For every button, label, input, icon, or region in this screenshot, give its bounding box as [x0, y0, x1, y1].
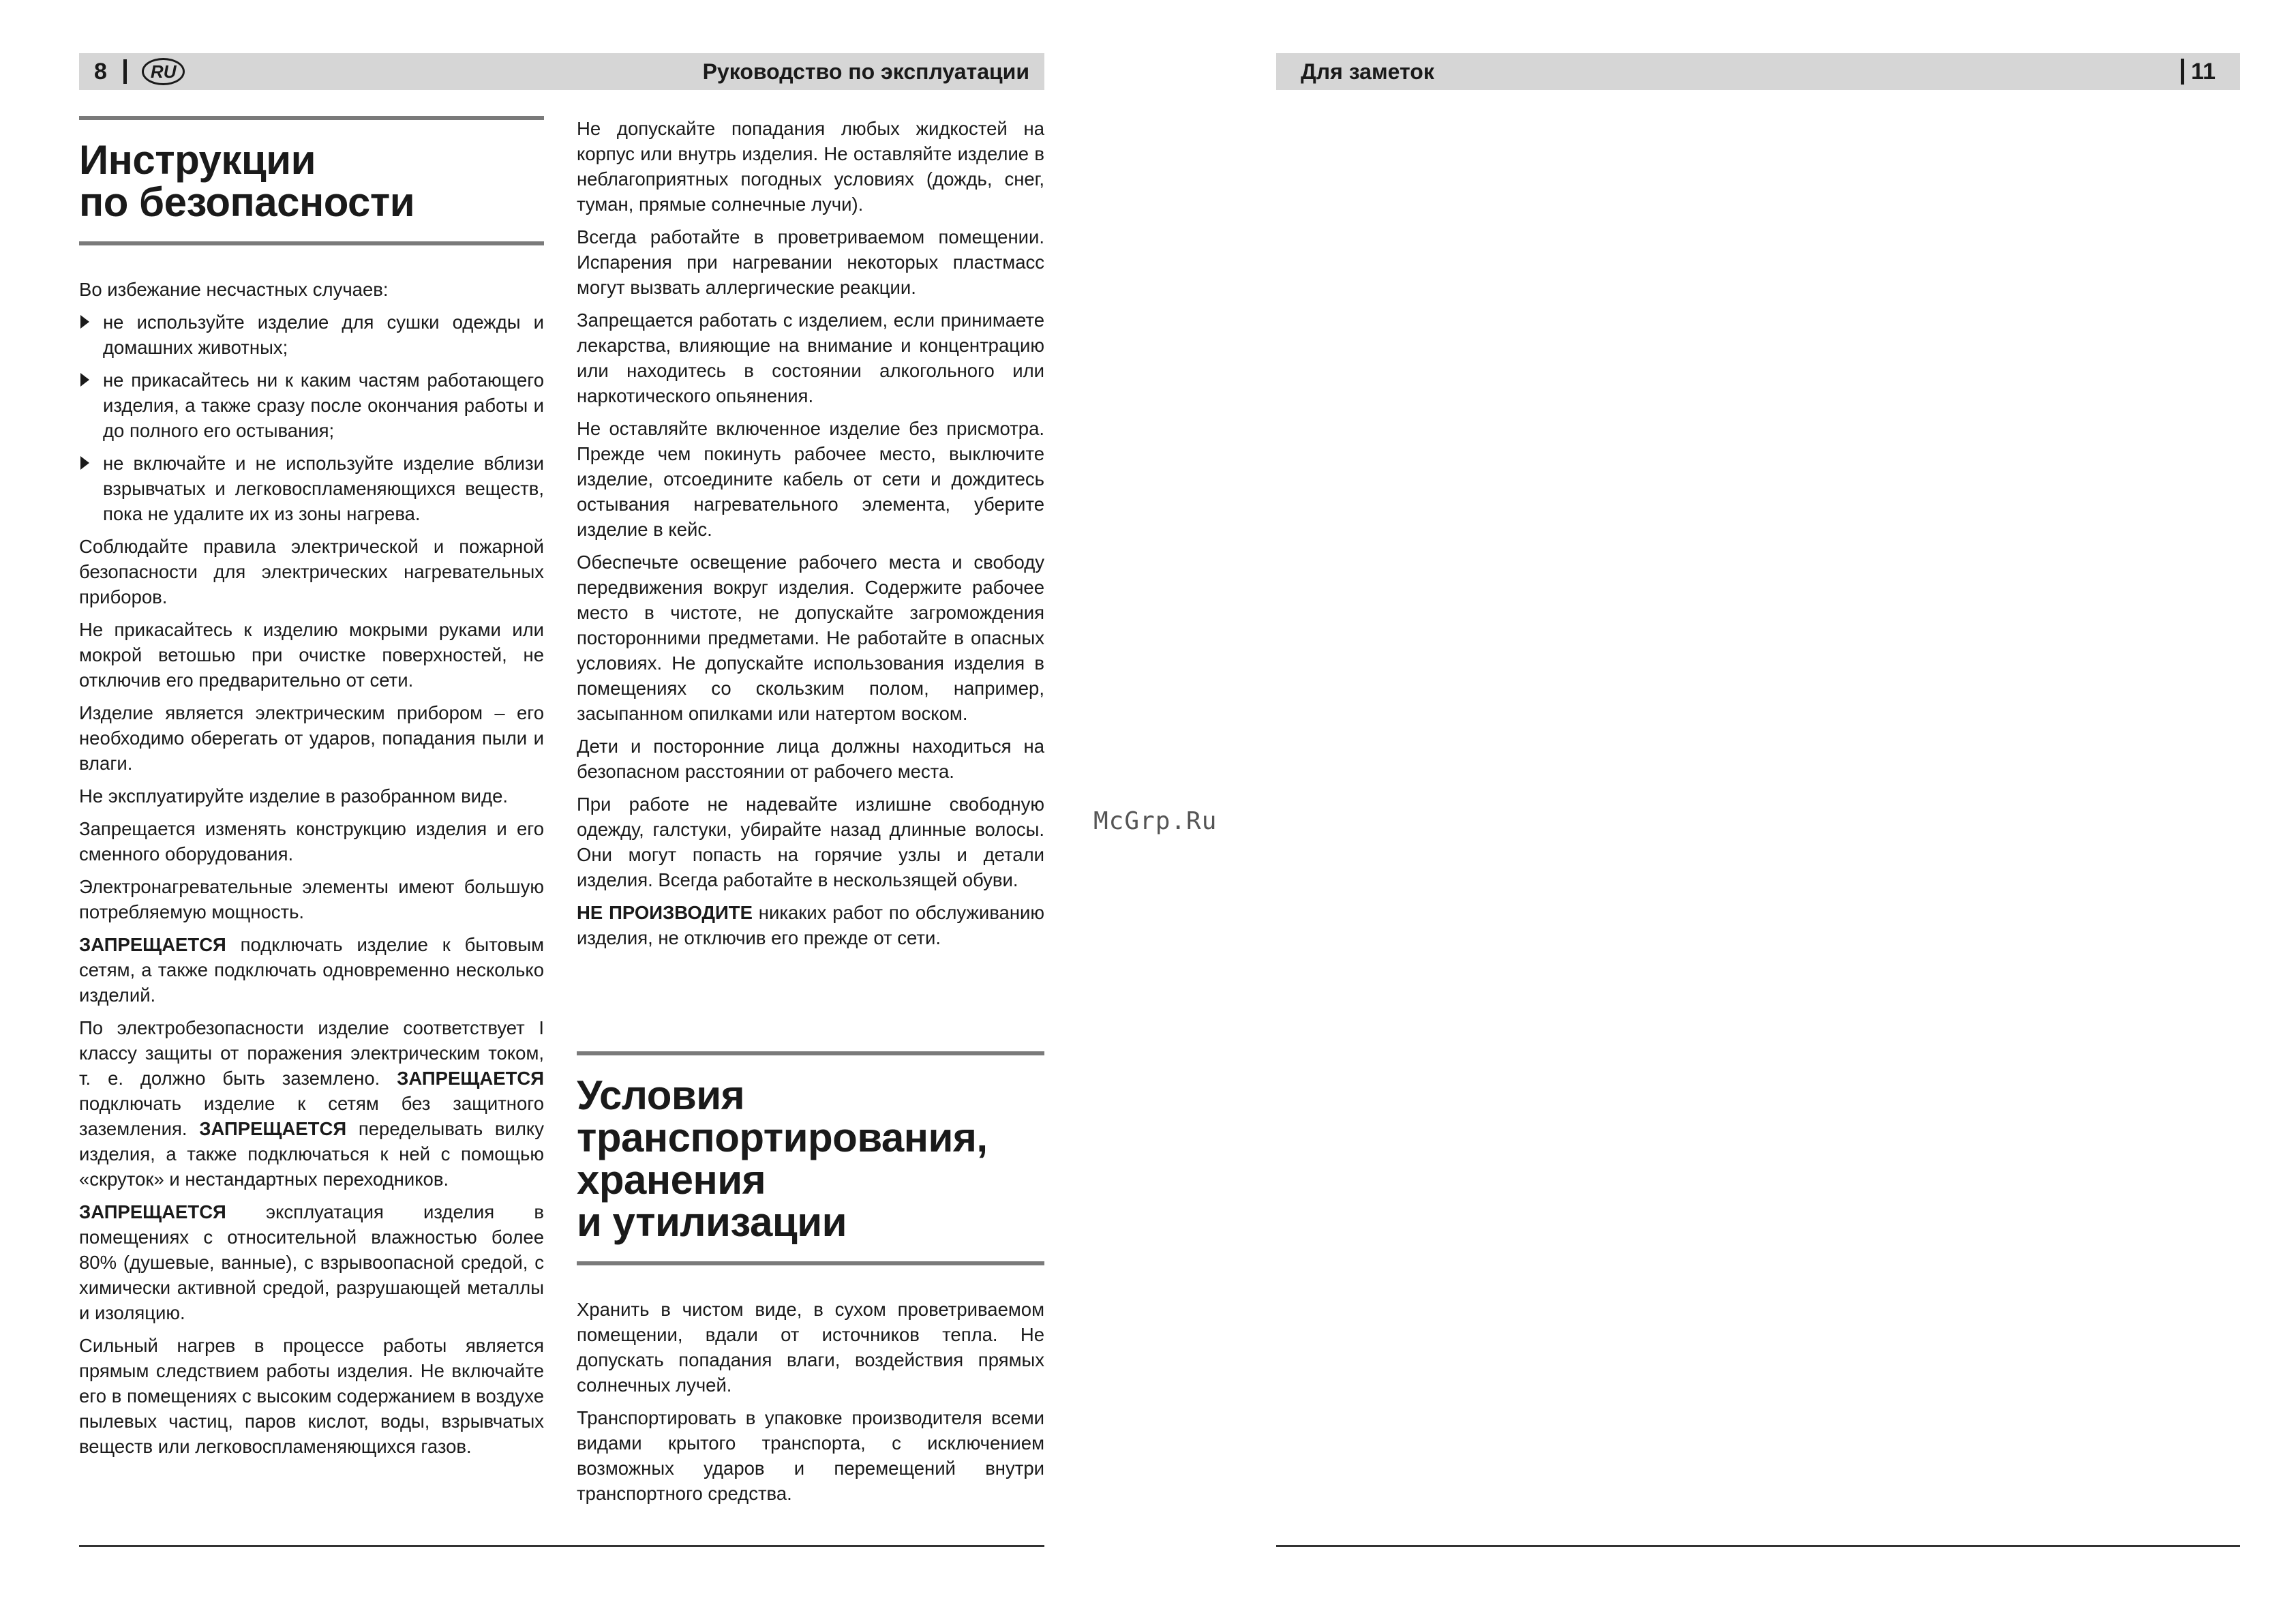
- paragraph: Изделие является электрическим прибором – его необходимо оберегать от ударов, попадания пыли и влаги.: [79, 702, 544, 774]
- paragraph-text: подключать изделие к сетям без защитного заземления.: [79, 1093, 544, 1139]
- paragraph: Транспортировать в упаковке производителя всеми видами крытого транспорта, с исключением возможных ударов и перемещений внутри транспортного средства.: [577, 1407, 1044, 1504]
- paragraph: Обеспечьте освещение рабочего места и свободу передвижения вокруг изделия. Содержите рабочее место в чистоте, не допускайте загромождения посторонними предметами. Не работайте в опасных условиях. Не допускайте использования изделия в помещениях со скользким полом, например, засыпанном опилками или натертом воском.: [577, 552, 1044, 724]
- title-rule-bottom: [79, 241, 544, 245]
- paragraph: Хранить в чистом виде, в сухом проветриваемом помещении, вдали от источников тепла. Не допускать попадания влаги, воздействия прямых солнечных лучей.: [577, 1299, 1044, 1396]
- title-line: хранения: [577, 1157, 766, 1203]
- arrow-bullet-icon: [80, 373, 89, 387]
- warning-keyword: ЗАПРЕЩАЕТСЯ: [397, 1068, 544, 1089]
- warning-keyword: ЗАПРЕЩАЕТСЯ: [79, 1201, 226, 1222]
- paragraph-text: эксплуатация изделия в помещениях с относительной влажностью более 80% (душевые, ванные), с взрывоопасной средой, с химически активной средой, разрушающей металлы и изоляцию.: [79, 1201, 544, 1323]
- header-divider: [2181, 59, 2184, 85]
- bullet-item: [79, 310, 544, 360]
- paragraph-text: По электробезопасности изделие соответствует I классу защиты от поражения электрическим током, т. е. должно быть заземлено.: [79, 1017, 544, 1089]
- title-line: транспортирования,: [577, 1115, 988, 1160]
- title-line: Условия: [577, 1072, 745, 1118]
- paragraph-connect: [79, 932, 544, 1008]
- arrow-bullet-icon: [80, 315, 89, 329]
- right-footer-rule: [1276, 1545, 2240, 1547]
- paragraph: Не оставляйте включенное изделие без присмотра. Прежде чем покинуть рабочее место, выключите изделие, отсоедините кабель от сети и дождитесь остывания нагревательного элемента, уберите изделие в кейс.: [577, 418, 1044, 540]
- paragraph: Не эксплуатируйте изделие в разобранном виде.: [79, 785, 509, 807]
- bullet-item: [79, 451, 544, 526]
- paragraph: Запрещается работать с изделием, если принимаете лекарства, влияющие на внимание и концентрацию или находитесь в состоянии алкогольного или наркотического опьянения.: [577, 310, 1044, 406]
- paragraph-text: никаких работ по обслуживанию изделия, не отключив его прежде от сети.: [577, 902, 1045, 948]
- paragraph: Сильный нагрев в процессе работы является прямым следствием работы изделия. Не включайте его в помещениях с высоким содержанием в воздухе пылевых частиц, паров кислот, воды, взрывчатых веществ или легковоспламеняющихся газов.: [79, 1335, 544, 1457]
- left-column: [79, 116, 544, 1467]
- right-column: [577, 116, 1044, 1514]
- bullet-item: [79, 367, 544, 443]
- paragraph: Дети и посторонние лица должны находиться на безопасном расстоянии от рабочего места.: [577, 736, 1044, 782]
- paragraph-service: [577, 900, 1044, 950]
- paragraph-text: подключать изделие к бытовым сетям, а также подключать одновременно несколько изделий.: [79, 934, 544, 1006]
- paragraph-humidity: [79, 1199, 544, 1325]
- title-line: по безопасности: [79, 179, 415, 225]
- section-title-safety: [79, 139, 544, 224]
- title-rule-top: [577, 1051, 1044, 1055]
- title-rule-top: [79, 116, 544, 120]
- bullet-text: не используйте изделие для сушки одежды и домашних животных;: [103, 312, 544, 358]
- arrow-bullet-icon: [80, 456, 89, 470]
- bullet-text: не включайте и не используйте изделие вблизи взрывчатых и легковоспламеняющихся веществ, пока не удалите их из зоны нагрева.: [103, 453, 544, 524]
- left-header-title: Руководство по эксплуатации: [702, 59, 1029, 84]
- paragraph-grounding: [79, 1015, 544, 1192]
- left-footer-rule: [79, 1545, 1044, 1547]
- paragraph: Запрещается изменять конструкцию изделия и его сменного оборудования.: [79, 818, 544, 864]
- title-rule-bottom: [577, 1261, 1044, 1265]
- title-line: Инструкции: [79, 137, 316, 183]
- left-page-number: 8: [94, 58, 107, 85]
- language-badge: RU: [142, 58, 185, 85]
- paragraph: Соблюдайте правила электрической и пожарной безопасности для электрических нагревательных приборов.: [79, 536, 544, 607]
- title-line: и утилизации: [577, 1199, 847, 1245]
- warning-keyword: ЗАПРЕЩАЕТСЯ: [79, 934, 226, 955]
- paragraph: Всегда работайте в проветриваемом помещении. Испарения при нагревании некоторых пластмасс могут вызвать аллергические реакции.: [577, 226, 1044, 298]
- right-page-number-wrap: [2181, 59, 2216, 85]
- paragraph: Электронагревательные элементы имеют большую потребляемую мощность.: [79, 876, 544, 922]
- right-page-number: 11: [2191, 58, 2216, 85]
- header-divider: [123, 59, 127, 84]
- paragraph-text: переделывать вилку изделия, а также подключаться к ней с помощью «скруток» и нестандартных переходников.: [79, 1118, 545, 1190]
- bullet-text: не прикасайтесь ни к каким частям работающего изделия, а также сразу после окончания работы и до полного его остывания;: [103, 370, 544, 441]
- right-page-header: [1276, 53, 2240, 90]
- warning-keyword: ЗАПРЕЩАЕТСЯ: [199, 1118, 347, 1139]
- right-header-title: Для заметок: [1301, 59, 1434, 84]
- warning-keyword: НЕ ПРОИЗВОДИТЕ: [577, 902, 753, 923]
- watermark-text: McGrp.Ru: [1093, 807, 1218, 835]
- paragraph: При работе не надевайте излишне свободную одежду, галстуки, убирайте назад длинные волосы. Они могут попасть на горячие узлы и детали изделия. Всегда работайте в нескользящей обуви.: [577, 794, 1044, 890]
- left-page-header: [79, 53, 1044, 90]
- paragraph: Не прикасайтесь к изделию мокрыми руками или мокрой ветошью при очистке поверхностей, не отключив его предварительно от сети.: [79, 619, 544, 691]
- paragraph: Не допускайте попадания любых жидкостей на корпус или внутрь изделия. Не оставляйте изделие в неблагоприятных погодных условиях (дождь, снег, туман, прямые солнечные лучи).: [577, 118, 1044, 215]
- intro-text: Во избежание несчастных случаев:: [79, 279, 389, 300]
- section-title-transport: [577, 1074, 1044, 1244]
